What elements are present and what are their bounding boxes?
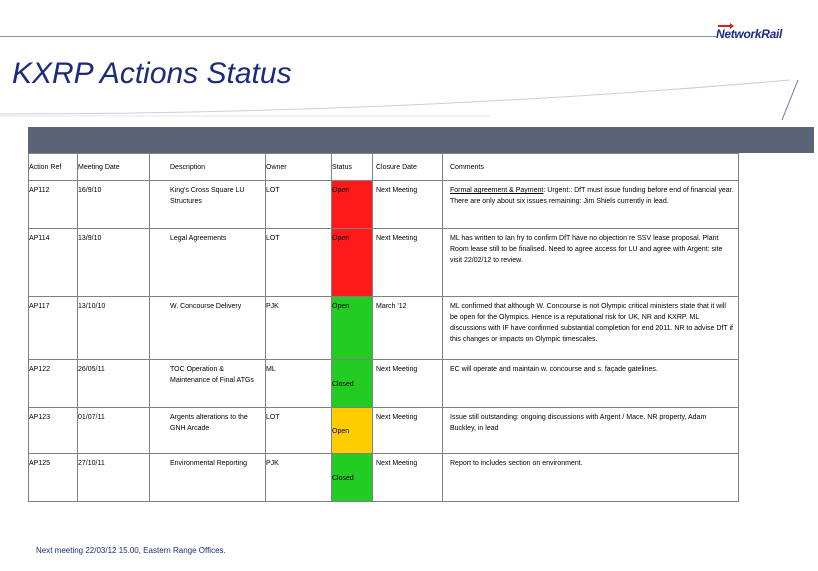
comments: ML has written to Ian fry to confirm DfT have no objection re SSV lease proposal. Plant Room lease still to be finalised. Need to agree access for LU and agree with Argent: site visit 22/02/12 to review. — [443, 229, 739, 297]
table-row — [29, 360, 739, 408]
description: King's Cross Square LU Structures — [150, 181, 266, 229]
status-cell — [332, 360, 373, 408]
table-row — [29, 454, 739, 502]
column-header: Meeting Date — [78, 154, 150, 181]
status-label: Closed — [332, 475, 354, 482]
meeting-date: 01/07/11 — [78, 408, 150, 454]
action-ref: AP117 — [29, 297, 78, 360]
owner: LOT — [266, 181, 332, 229]
actions-table — [28, 153, 739, 502]
action-ref: AP122 — [29, 360, 78, 408]
comments-text: : Urgent:: DfT must issue funding before end of financial year. There are only about six issues remaining: Jim Shiels currently in lead. — [450, 187, 734, 205]
meeting-date: 13/10/10 — [78, 297, 150, 360]
logo-text: NetworkRail — [716, 27, 783, 41]
comments-prefix: Formal agreement & Payment — [450, 187, 544, 194]
description: Legal Agreements — [150, 229, 266, 297]
column-header: Comments — [443, 154, 739, 181]
action-ref: AP123 — [29, 408, 78, 454]
status-cell — [332, 408, 373, 454]
action-ref: AP112 — [29, 181, 78, 229]
meeting-date: 26/05/11 — [78, 360, 150, 408]
status-label: Open — [332, 428, 350, 435]
page-title: KXRP Actions Status — [12, 57, 292, 90]
description: W. Concourse Delivery — [150, 297, 266, 360]
column-header: Owner — [266, 154, 332, 181]
comments: Issue still outstanding: ongoing discussions with Argent / Mace. NR property, Adam Buckley, in lead — [443, 408, 739, 454]
description: TOC Operation & Maintenance of Final ATGs — [150, 360, 266, 408]
table-header-bar — [28, 127, 814, 153]
column-header: Closure Date — [373, 154, 443, 181]
meeting-date: 27/10/11 — [78, 454, 150, 502]
status-cell — [332, 229, 373, 297]
next-meeting-note: Next meeting 22/03/12 15.00, Eastern Range Offices. — [36, 546, 226, 555]
closure-date: Next Meeting — [373, 408, 443, 454]
owner: PJK — [266, 454, 332, 502]
status-cell — [332, 181, 373, 229]
owner: LOT — [266, 229, 332, 297]
status-label: Open — [332, 303, 350, 310]
table-row — [29, 297, 739, 360]
owner: PJK — [266, 297, 332, 360]
action-ref: AP114 — [29, 229, 78, 297]
comments: ML confirmed that although W. Concourse is not Olympic critical ministers state that it will be open for the Olympics. Hence is a reputational risk for UK, NR and KXRP. ML discussions with IF have confirmed substantial completion for end 2011. NR to advise DfT if this changes or impacts on Olympic timescales. — [443, 297, 739, 360]
header-rule — [0, 36, 716, 37]
status-cell — [332, 454, 373, 502]
owner: ML — [266, 360, 332, 408]
status-label: Closed — [332, 381, 354, 388]
action-ref: AP125 — [29, 454, 78, 502]
status-cell — [332, 297, 373, 360]
owner: LOT — [266, 408, 332, 454]
comments — [443, 181, 739, 229]
column-header: Status — [332, 154, 373, 181]
meeting-date: 16/9/10 — [78, 181, 150, 229]
column-header: Action Ref — [29, 154, 78, 181]
meeting-date: 13/9/10 — [78, 229, 150, 297]
table-row — [29, 229, 739, 297]
description: Environmental Reporting — [150, 454, 266, 502]
table-row — [29, 408, 739, 454]
status-label: Open — [332, 187, 350, 194]
closure-date: Next Meeting — [373, 360, 443, 408]
closure-date: March '12 — [373, 297, 443, 360]
comments: EC will operate and maintain w. concourse and s. façade gatelines. — [443, 360, 739, 408]
table-row — [29, 181, 739, 229]
table-header-row — [29, 154, 739, 181]
column-header: Description — [150, 154, 266, 181]
comments: Report to includes section on environment. — [443, 454, 739, 502]
closure-date: Next Meeting — [373, 454, 443, 502]
closure-date: Next Meeting — [373, 229, 443, 297]
closure-date: Next Meeting — [373, 181, 443, 229]
status-label: Open — [332, 235, 350, 242]
description: Argents alterations to the GNH Arcade — [150, 408, 266, 454]
